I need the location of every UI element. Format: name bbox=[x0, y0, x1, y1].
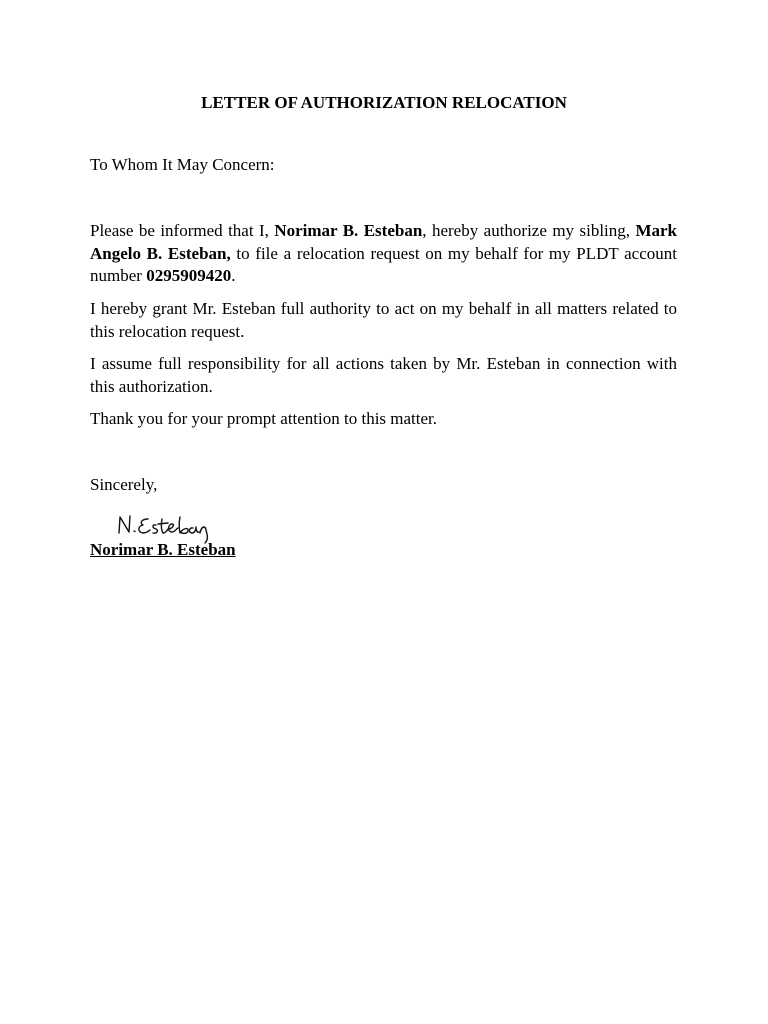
paragraph-text: . bbox=[231, 266, 236, 285]
paragraph-authorization bbox=[90, 220, 677, 288]
letter-title: LETTER OF AUTHORIZATION RELOCATION bbox=[201, 93, 567, 112]
paragraph-text: , hereby authorize my sibling, bbox=[422, 221, 636, 240]
paragraph-text: Please be informed that I, bbox=[90, 221, 275, 240]
paragraph-thanks: Thank you for your prompt attention to this matter. bbox=[90, 409, 438, 428]
paragraph-authority: I hereby grant Mr. Esteban full authority to act on my behalf in all matters related to this relocation request. bbox=[90, 299, 677, 341]
signer-name: Norimar B. Esteban bbox=[90, 540, 236, 559]
salutation: To Whom It May Concern: bbox=[90, 155, 275, 174]
sender-name: Norimar B. Esteban bbox=[274, 221, 423, 240]
paragraph-responsibility: I assume full responsibility for all actions taken by Mr. Esteban in connection with this authorization. bbox=[90, 354, 677, 396]
authorized-name: Mark Angelo B. Esteban, bbox=[90, 221, 677, 263]
paragraph-text: to file a relocation request on my behalf for my PLDT account number bbox=[90, 243, 677, 285]
account-number: 0295909420 bbox=[146, 266, 232, 285]
closing: Sincerely, bbox=[90, 475, 158, 494]
